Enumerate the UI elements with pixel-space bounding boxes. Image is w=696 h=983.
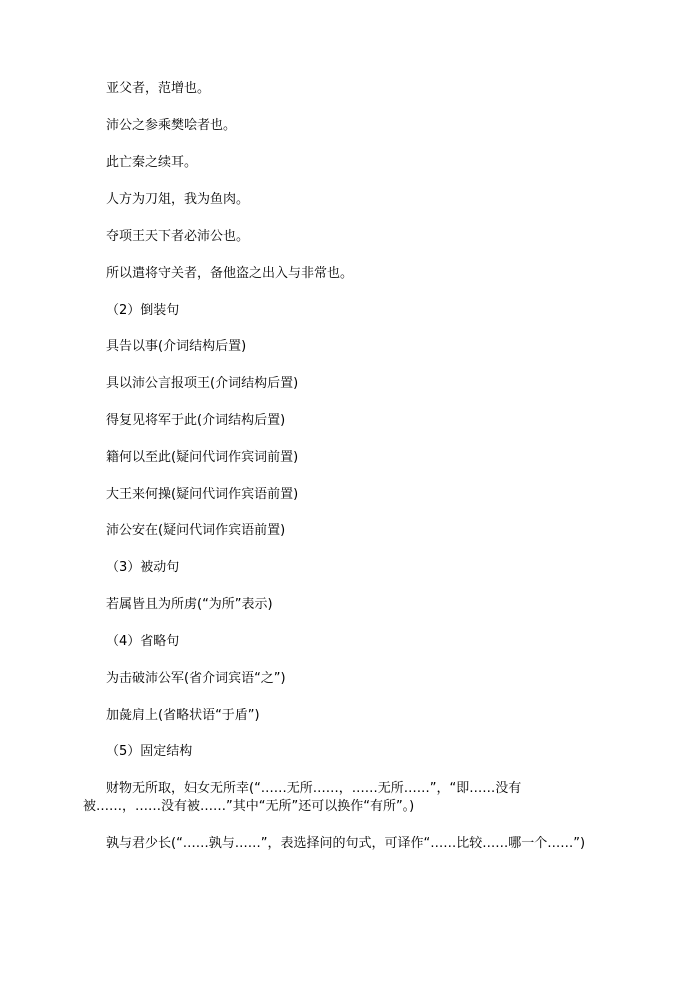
text-line: 得复见将军于此(介词结构后置) <box>106 413 286 428</box>
text-line: 具告以事(介词结构后置) <box>106 339 247 354</box>
text-line: 此亡秦之续耳。 <box>106 155 198 170</box>
text-line: 夺项王天下者必沛公也。 <box>106 229 250 244</box>
text-line: 具以沛公言报项王(介词结构后置) <box>106 376 299 391</box>
text-line: 若属皆且为所虏(“为所”表示) <box>106 597 273 612</box>
text-line: 籍何以至此(疑问代词作宾词前置) <box>106 450 299 465</box>
text-line: 亚父者，范增也。 <box>106 81 211 96</box>
text-line: 所以遣将守关者，备他盗之出入与非常也。 <box>106 266 354 281</box>
text-line: 沛公安在(疑问代词作宾语前置) <box>106 523 286 538</box>
section-heading: （3）被动句 <box>106 560 180 575</box>
text-line: 为击破沛公军(省介词宾语“之”) <box>106 671 286 686</box>
text-line: 大王来何操(疑问代词作宾语前置) <box>106 487 299 502</box>
section-heading: （4）省略句 <box>106 634 180 649</box>
text-line: 人方为刀俎，我为鱼肉。 <box>106 192 250 207</box>
text-line: 沛公之参乘樊哙者也。 <box>106 118 237 133</box>
section-heading: （2）倒装句 <box>106 303 180 318</box>
section-heading: （5）固定结构 <box>106 744 193 759</box>
text-line: 加彘肩上(省略状语“于盾”) <box>106 708 260 723</box>
text-paragraph: 孰与君少长(“……孰与……”，表选择问的句式，可译作“……比较……哪一个……”) <box>106 836 586 851</box>
text-paragraph: 财物无所取，妇女无所幸(“……无所……，……无所……”，“即……没有被……，……没有被……”其中“无所”还可以换作“有所”。) <box>83 781 522 814</box>
